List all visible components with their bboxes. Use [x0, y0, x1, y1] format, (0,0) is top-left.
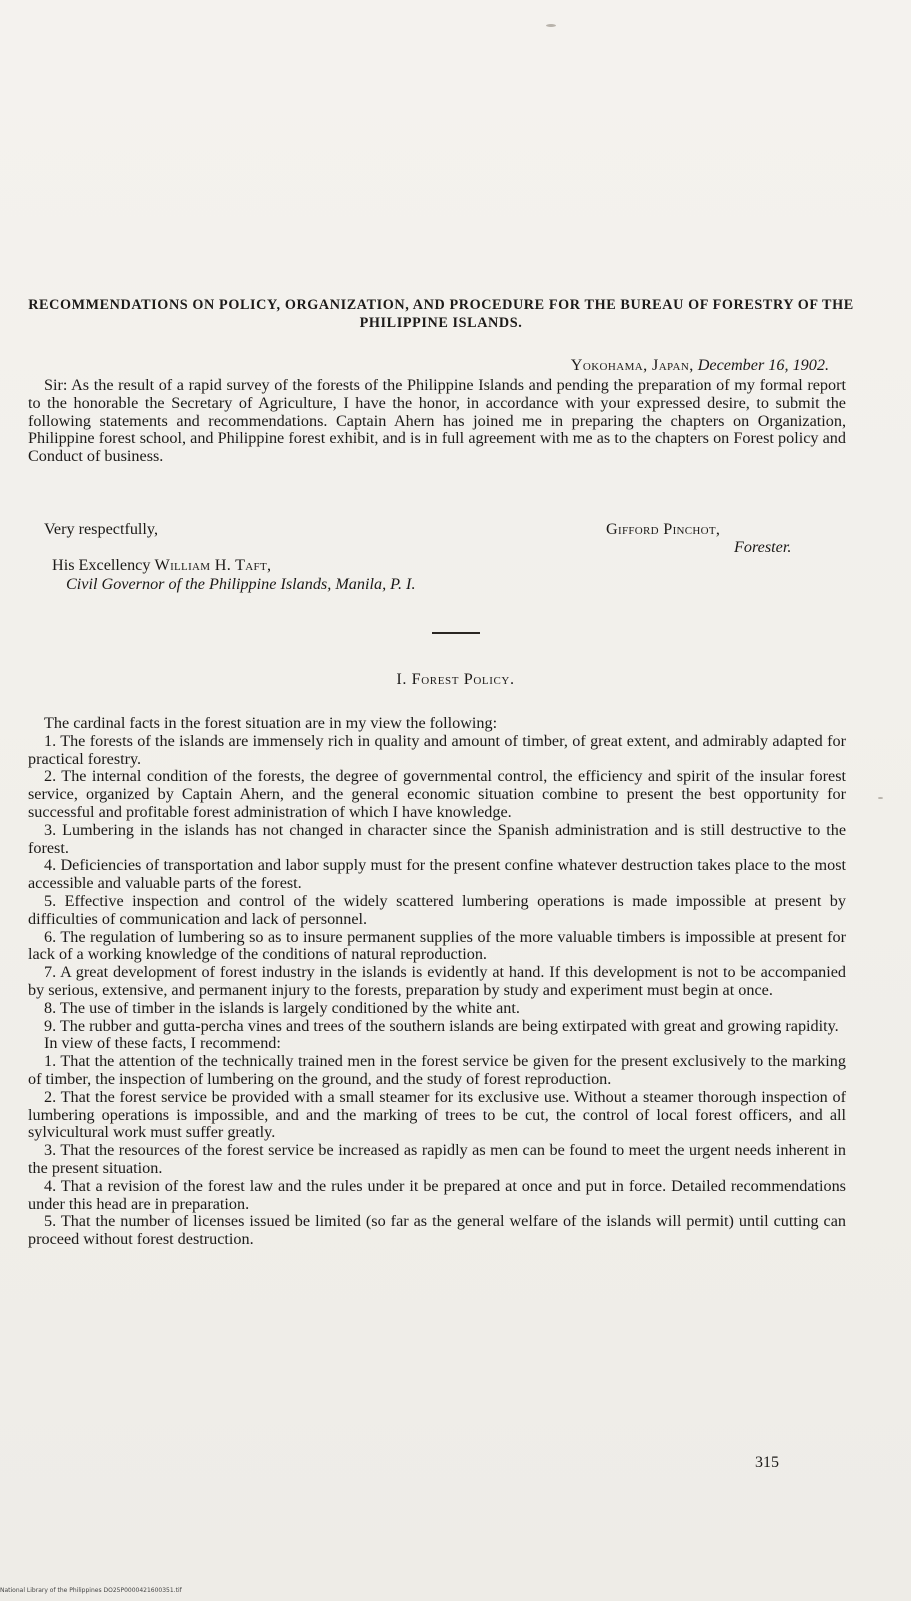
paragraph: 1. The forests of the islands are immensely rich in quality and amount of timber, of great extent, and admirably adapted for practical forestry.	[28, 731, 846, 768]
paragraph: 9. The rubber and gutta-percha vines and trees of the southern islands are being extirpated with great and growing rapidity.	[44, 1016, 839, 1035]
document-title: RECOMMENDATIONS ON POLICY, ORGANIZATION, AND PROCEDURE FOR THE BUREAU OF FORESTRY OF THE PHILIPPINE ISLANDS.	[28, 297, 854, 331]
paragraph: 5. Effective inspection and control of the widely scattered lumbering operations is made impossible at present by difficulties of communication and lack of personnel.	[28, 891, 846, 928]
paragraph: 6. The regulation of lumbering so as to insure permanent supplies of the more valuable timbers is impossible at present for lack of a working knowledge of the conditions of natural reproduction.	[28, 927, 846, 964]
signer-title: Forester.	[734, 538, 792, 556]
paragraph: 5. That the number of licenses issued be limited (so far as the general welfare of the islands will permit) until cutting can proceed without forest destruction.	[28, 1212, 846, 1249]
addressee-office: Civil Governor of the Philippine Islands, Manila, P. I.	[66, 575, 416, 593]
paragraph: 2. That the forest service be provided with a small steamer for its exclusive use. Without a steamer thorough inspection of lumbering operations is impossible, and and the marking of trees to be cut, the control of local forest officers, and all sylvicultural work must suffer greatly.	[28, 1087, 846, 1142]
salutation-paragraph: Sir: As the result of a rapid survey of the forests of the Philippine Islands and pending the preparation of my formal report to the honorable the Secretary of Agriculture, I have the honor, in accordance with your expressed desire, to submit the following statements and recommendations. Captain Ahern has joined me in preparing the chapters on Organization, Philippine forest school, and Philippine forest exhibit, and is in full agreement with me as to the chapters on Forest policy and Conduct of business.	[28, 376, 846, 466]
section-divider	[432, 632, 480, 634]
paragraph: 4. That a revision of the forest law and the rules under it be prepared at once and put in force. Detailed recommendations under this head are in preparation.	[28, 1176, 846, 1213]
section-heading: I. Forest Policy.	[396, 670, 515, 688]
scan-footer: National Library of the Philippines DO25P0000421600351.tif	[0, 1587, 182, 1594]
paragraph: 3. That the resources of the forest service be increased as rapidly as men can be found to meet the urgent needs inherent in the present situation.	[28, 1141, 846, 1177]
paragraph: 4. Deficiencies of transportation and labor supply must for the present confine whatever destruction takes place to the most accessible and valuable parts of the forest.	[28, 856, 846, 893]
paper-speck	[546, 24, 556, 27]
paragraph: 1. That the attention of the technically trained men in the forest service be given for the present exclusively to the marking of timber, the inspection of lumbering on the ground, and the study of forest reproduction.	[28, 1052, 846, 1088]
dateline-place: Yokohama, Japan,	[570, 356, 694, 374]
paper-speck	[878, 797, 883, 799]
addressee	[52, 556, 416, 594]
closing: Very respectfully,	[44, 520, 159, 538]
dateline-date: December 16, 1902.	[697, 356, 829, 374]
signer-name: Gifford Pinchot,	[606, 520, 721, 538]
paragraph: 7. A great development of forest industry in the islands is evidently at hand. If this development is not to be accompanied by serious, extensive, and permanent injury to the forests, preparation by study and experiment must begin at once.	[28, 963, 846, 999]
paragraph: 3. Lumbering in the islands has not changed in character since the Spanish administration and is still destructive to the forest.	[28, 820, 846, 857]
paragraph: In view of these facts, I recommend:	[44, 1034, 281, 1053]
paragraph: The cardinal facts in the forest situation are in my view the following:	[44, 714, 498, 732]
page-number: 315	[755, 1454, 779, 1471]
paragraph: 2. The internal condition of the forests, the degree of governmental control, the efficiency and spirit of the insular forest service, organized by Captain Ahern, and the general economic situation combine to present the best opportunity for successful and profitable forest administration of which I have knowledge.	[28, 767, 846, 821]
addressee-name: William H. Taft,	[154, 556, 272, 574]
dateline	[571, 356, 829, 375]
paragraph: 8. The use of timber in the islands is largely conditioned by the white ant.	[44, 998, 520, 1017]
addressee-prefix: His Excellency	[52, 556, 151, 574]
body-text	[28, 715, 846, 1249]
